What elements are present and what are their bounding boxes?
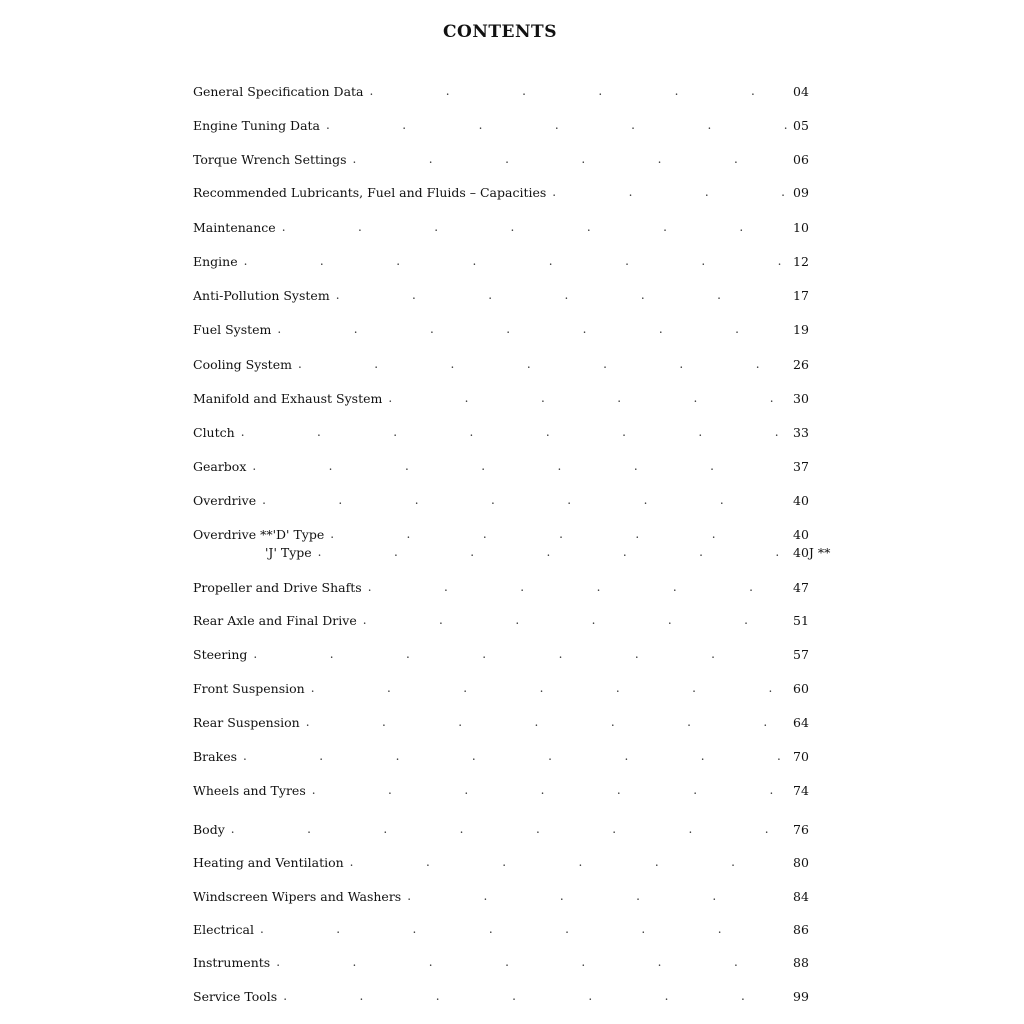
dot-leader — [330, 527, 787, 541]
toc-entry-label: Torque Wrench Settings — [193, 151, 347, 167]
toc-entry — [193, 217, 833, 237]
toc-entry-label: Electrical — [193, 921, 254, 937]
toc-entry — [193, 780, 833, 800]
toc-entry — [193, 644, 833, 664]
toc-entry-label: Heating and Ventilation — [193, 854, 344, 870]
toc-entry — [193, 852, 833, 872]
toc-entry-label: Front Suspension — [193, 680, 305, 696]
dot-leader — [552, 185, 787, 199]
toc-entry-label: Fuel System — [193, 321, 272, 337]
toc-entry-label: Cooling System — [193, 356, 292, 372]
toc-entry — [193, 919, 833, 939]
toc-entry — [193, 712, 833, 732]
dot-leader — [252, 459, 787, 473]
toc-entry-page: 99 — [793, 988, 809, 1004]
dot-leader — [260, 922, 787, 936]
toc-entry-page: 51 — [793, 612, 809, 628]
toc-entry — [193, 746, 833, 766]
toc-entry — [193, 886, 833, 906]
toc-entry-page: 74 — [793, 782, 809, 798]
toc-entry-label: Engine Tuning Data — [193, 117, 321, 133]
dot-leader — [350, 855, 787, 869]
toc-entry — [193, 319, 833, 339]
toc-entry-label: Rear Axle and Final Drive — [193, 612, 357, 628]
toc-entry — [193, 354, 833, 374]
toc-entry-label: Overdrive — [193, 492, 257, 508]
toc-entry — [193, 182, 833, 202]
dot-leader — [336, 288, 787, 302]
toc-entry-label: Instruments — [193, 954, 271, 970]
dot-leader — [243, 749, 787, 763]
toc-entry-label: Propeller and Drive Shafts — [193, 579, 362, 595]
toc-entry — [193, 577, 833, 597]
toc-entry-page: 10 — [793, 219, 809, 235]
toc-entry — [193, 524, 833, 544]
dot-leader — [282, 220, 787, 234]
toc-entry-label: Steering — [193, 646, 248, 662]
toc-entry-label: Body — [193, 821, 225, 837]
toc-entry-label: Overdrive **'D' Type — [193, 526, 325, 542]
dot-leader — [231, 822, 787, 836]
toc-entry-page: 06 — [793, 151, 809, 167]
dot-leader — [388, 391, 787, 405]
toc-entry-page: 57 — [793, 646, 809, 662]
dot-leader — [253, 647, 787, 661]
dot-leader — [311, 681, 787, 695]
toc-entry — [193, 819, 833, 839]
toc-entry-page: 40 — [793, 526, 809, 542]
dot-leader — [277, 322, 787, 336]
dot-leader — [312, 783, 787, 797]
toc-entry-page: 40J ** — [793, 544, 831, 560]
dot-leader — [298, 357, 787, 371]
dot-leader — [283, 989, 787, 1003]
dot-leader — [262, 493, 787, 507]
toc-entry-page: 26 — [793, 356, 809, 372]
dot-leader — [363, 613, 787, 627]
dot-leader — [407, 889, 787, 903]
dot-leader — [244, 254, 787, 268]
toc-entry-page: 17 — [793, 287, 809, 303]
toc-entry-page: 05 — [793, 117, 809, 133]
dot-leader — [370, 84, 787, 98]
toc-entry-label: Maintenance — [193, 219, 276, 235]
toc-entry — [193, 422, 833, 442]
toc-entry — [193, 149, 833, 169]
toc-entry — [193, 115, 833, 135]
toc-entry — [193, 542, 833, 562]
toc-entry — [193, 81, 833, 101]
toc-entry-page: 19 — [793, 321, 809, 337]
toc-entry — [193, 610, 833, 630]
toc-entry-label: Manifold and Exhaust System — [193, 390, 383, 406]
toc-entry — [193, 251, 833, 271]
toc-entry-page: 64 — [793, 714, 809, 730]
toc-entry — [193, 678, 833, 698]
toc-entry-page: 09 — [793, 184, 809, 200]
toc-entry-label: Engine — [193, 253, 238, 269]
toc-entry-page: 40 — [793, 492, 809, 508]
dot-leader — [276, 955, 787, 969]
toc-entry-label: Windscreen Wipers and Washers — [193, 888, 402, 904]
toc-entry — [193, 456, 833, 476]
toc-entry-label: Brakes — [193, 748, 238, 764]
toc-entry-label: Anti-Pollution System — [193, 287, 330, 303]
toc-entry-label: Service Tools — [193, 988, 278, 1004]
toc-entry-page: 33 — [793, 424, 809, 440]
toc-entry-label: Wheels and Tyres — [193, 782, 306, 798]
toc-entry-page: 47 — [793, 579, 809, 595]
toc-entry-page: 30 — [793, 390, 809, 406]
dot-leader — [368, 580, 787, 594]
toc-entry-page: 76 — [793, 821, 809, 837]
toc-entry-page: 37 — [793, 458, 809, 474]
toc-entry — [193, 952, 833, 972]
toc-entry-page: 60 — [793, 680, 809, 696]
toc-entry-page: 12 — [793, 253, 809, 269]
dot-leader — [326, 118, 787, 132]
toc-entry — [193, 285, 833, 305]
toc-entry-page: 80 — [793, 854, 809, 870]
toc-entry — [193, 490, 833, 510]
toc-entry — [193, 388, 833, 408]
toc-entry-label: Clutch — [193, 424, 235, 440]
toc-entry-page: 86 — [793, 921, 809, 937]
toc-entry-page: 04 — [793, 83, 809, 99]
toc-entry-label: 'J' Type — [265, 544, 312, 560]
dot-leader — [353, 152, 788, 166]
dot-leader — [306, 715, 787, 729]
toc-entry-page: 84 — [793, 888, 809, 904]
dot-leader — [318, 545, 787, 559]
toc-entry-page: 70 — [793, 748, 809, 764]
page-title: CONTENTS — [443, 22, 557, 42]
toc-entry-label: Recommended Lubricants, Fuel and Fluids – Capacities — [193, 184, 547, 200]
toc-entry-label: Gearbox — [193, 458, 247, 474]
dot-leader — [241, 425, 787, 439]
toc-entry — [193, 986, 833, 1006]
toc-entry-label: Rear Suspension — [193, 714, 300, 730]
toc-entry-label: General Specification Data — [193, 83, 364, 99]
toc-entry-page: 88 — [793, 954, 809, 970]
